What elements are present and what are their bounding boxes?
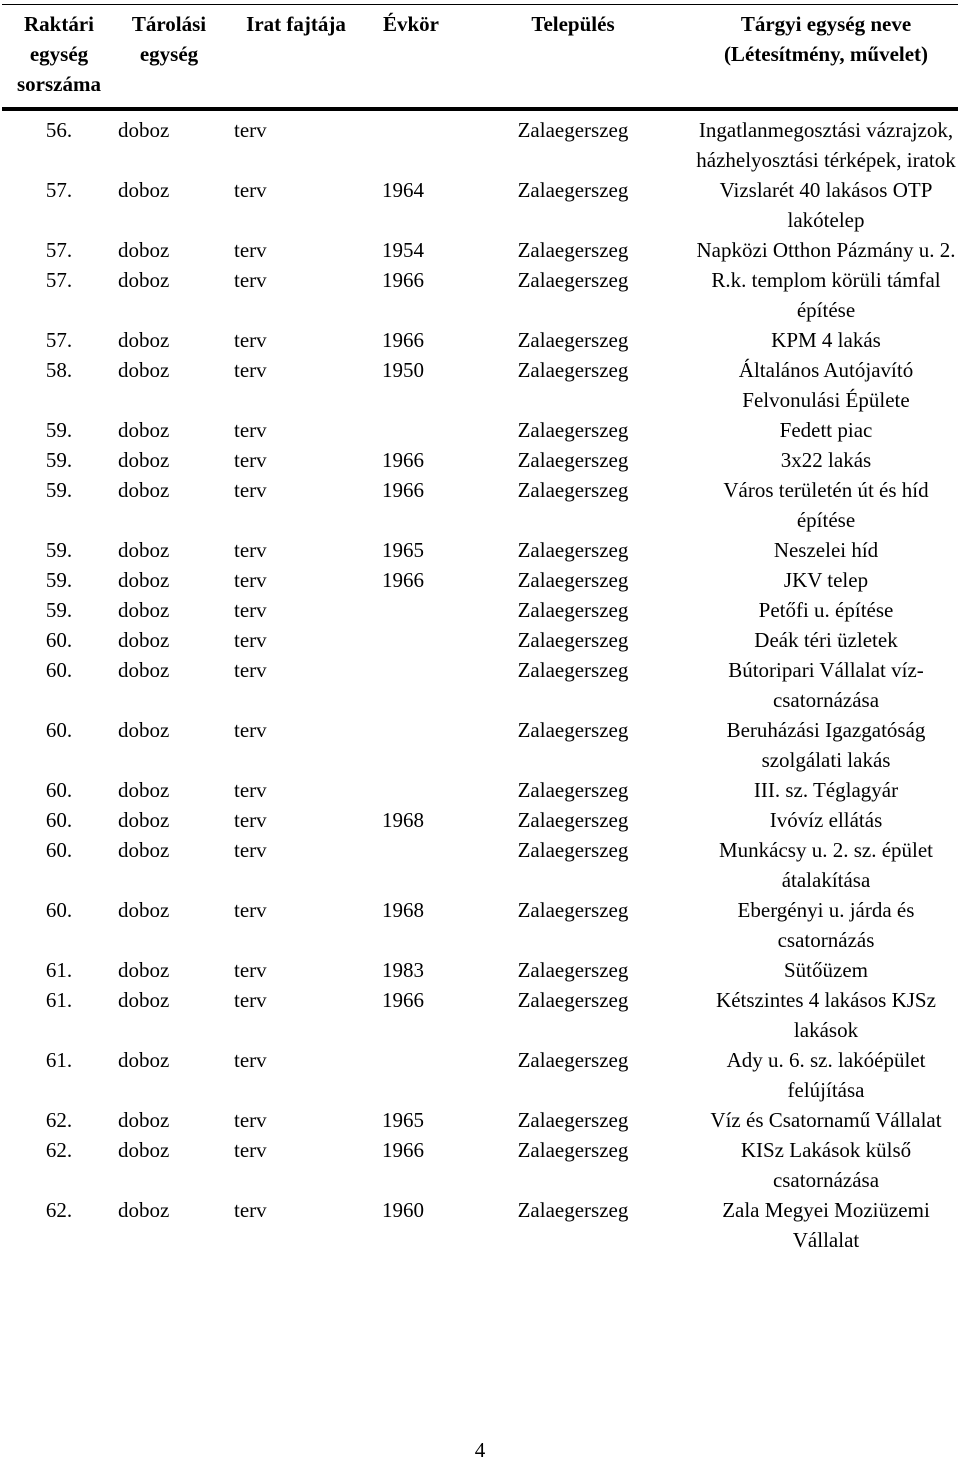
cell-irat: terv xyxy=(234,898,267,922)
cell-evkor: 1968 xyxy=(382,898,424,922)
cell-evkor xyxy=(370,655,452,715)
cell-telepules: Zalaegerszeg xyxy=(517,118,629,142)
cell-targyi: Zala Megyei Moziüzemi Vállalat xyxy=(722,1198,930,1252)
cell-targyi: Napközi Otthon Pázmány u. 2. xyxy=(696,238,956,262)
cell-tarolasi: doboz xyxy=(118,958,170,982)
cell-evkor xyxy=(370,715,452,775)
table-row xyxy=(2,895,958,955)
cell-raktari: 59. xyxy=(45,568,73,592)
cell-telepules: Zalaegerszeg xyxy=(517,988,629,1012)
table-row xyxy=(2,475,958,535)
cell-raktari: 58. xyxy=(45,358,73,382)
table-row xyxy=(2,955,958,985)
cell-telepules: Zalaegerszeg xyxy=(517,1198,629,1222)
cell-targyi: III. sz. Téglagyár xyxy=(753,778,899,802)
cell-tarolasi: doboz xyxy=(118,988,170,1012)
cell-tarolasi: doboz xyxy=(118,448,170,472)
cell-evkor xyxy=(370,835,452,895)
cell-evkor: 1954 xyxy=(382,238,424,262)
cell-tarolasi: doboz xyxy=(118,658,170,682)
cell-raktari: 60. xyxy=(45,718,73,742)
cell-tarolasi: doboz xyxy=(118,328,170,352)
cell-telepules: Zalaegerszeg xyxy=(517,1138,629,1162)
cell-irat: terv xyxy=(234,568,267,592)
cell-tarolasi: doboz xyxy=(118,118,170,142)
cell-raktari: 60. xyxy=(45,658,73,682)
table-row xyxy=(2,655,958,715)
cell-targyi: Neszelei híd xyxy=(773,538,879,562)
cell-targyi: Vizslarét 40 lakásos OTP lakótelep xyxy=(719,178,933,232)
cell-tarolasi: doboz xyxy=(118,598,170,622)
table-body xyxy=(2,109,958,1255)
cell-targyi: KISz Lakások külső csatornázása xyxy=(740,1138,912,1192)
cell-evkor: 1965 xyxy=(382,538,424,562)
cell-tarolasi: doboz xyxy=(118,838,170,862)
cell-irat: terv xyxy=(234,118,267,142)
cell-telepules: Zalaegerszeg xyxy=(517,778,629,802)
page-number: 4 xyxy=(474,1438,486,1462)
archive-table xyxy=(2,4,958,1255)
cell-raktari: 59. xyxy=(45,598,73,622)
cell-tarolasi: doboz xyxy=(118,418,170,442)
header-row xyxy=(2,5,958,110)
cell-telepules: Zalaegerszeg xyxy=(517,808,629,832)
cell-evkor: 1968 xyxy=(382,808,424,832)
cell-targyi: Petőfi u. építése xyxy=(758,598,894,622)
cell-raktari: 60. xyxy=(45,808,73,832)
cell-raktari: 57. xyxy=(45,178,73,202)
cell-irat: terv xyxy=(234,358,267,382)
cell-telepules: Zalaegerszeg xyxy=(517,1048,629,1072)
cell-telepules: Zalaegerszeg xyxy=(517,448,629,472)
cell-raktari: 60. xyxy=(45,898,73,922)
cell-targyi: R.k. templom körüli támfal építése xyxy=(711,268,941,322)
cell-irat: terv xyxy=(234,718,267,742)
cell-targyi: Munkácsy u. 2. sz. épület átalakítása xyxy=(718,838,934,892)
cell-raktari: 62. xyxy=(45,1108,73,1132)
table-row xyxy=(2,625,958,655)
cell-irat: terv xyxy=(234,448,267,472)
cell-telepules: Zalaegerszeg xyxy=(517,658,629,682)
table-row xyxy=(2,835,958,895)
cell-targyi: Ady u. 6. sz. lakóépület felújítása xyxy=(726,1048,926,1102)
cell-evkor: 1964 xyxy=(382,178,424,202)
cell-evkor: 1950 xyxy=(382,358,424,382)
cell-targyi: 3x22 lakás xyxy=(780,448,872,472)
cell-targyi: Víz és Csatornamű Vállalat xyxy=(710,1108,942,1132)
cell-evkor xyxy=(370,775,452,805)
cell-targyi: Ivóvíz ellátás xyxy=(769,808,883,832)
cell-telepules: Zalaegerszeg xyxy=(517,718,629,742)
cell-telepules: Zalaegerszeg xyxy=(517,358,629,382)
table-row xyxy=(2,715,958,775)
cell-raktari: 61. xyxy=(45,958,73,982)
cell-irat: terv xyxy=(234,628,267,652)
cell-evkor: 1960 xyxy=(382,1198,424,1222)
table-row xyxy=(2,535,958,565)
cell-targyi: Kétszintes 4 lakásos KJSz lakások xyxy=(716,988,936,1042)
cell-tarolasi: doboz xyxy=(118,1198,170,1222)
cell-tarolasi: doboz xyxy=(118,358,170,382)
cell-telepules: Zalaegerszeg xyxy=(517,898,629,922)
cell-tarolasi: doboz xyxy=(118,808,170,832)
cell-targyi: Ebergényi u. járda és csatornázás xyxy=(737,898,915,952)
cell-evkor: 1966 xyxy=(382,988,424,1012)
cell-evkor xyxy=(370,415,452,445)
table-row xyxy=(2,355,958,415)
table-row xyxy=(2,1135,958,1195)
cell-raktari: 57. xyxy=(45,268,73,292)
cell-irat: terv xyxy=(234,1138,267,1162)
cell-irat: terv xyxy=(234,1048,267,1072)
cell-evkor xyxy=(370,1045,452,1105)
cell-irat: terv xyxy=(234,778,267,802)
cell-raktari: 56. xyxy=(45,118,73,142)
cell-irat: terv xyxy=(234,988,267,1012)
header-telepules: Település xyxy=(452,5,694,110)
cell-telepules: Zalaegerszeg xyxy=(517,838,629,862)
cell-raktari: 60. xyxy=(45,628,73,652)
cell-raktari: 59. xyxy=(45,538,73,562)
table-row xyxy=(2,775,958,805)
cell-irat: terv xyxy=(234,658,267,682)
table-row xyxy=(2,1195,958,1255)
cell-irat: terv xyxy=(234,418,267,442)
cell-irat: terv xyxy=(234,1198,267,1222)
cell-tarolasi: doboz xyxy=(118,1048,170,1072)
cell-telepules: Zalaegerszeg xyxy=(517,958,629,982)
cell-tarolasi: doboz xyxy=(118,778,170,802)
cell-targyi: JKV telep xyxy=(783,568,869,592)
cell-irat: terv xyxy=(234,598,267,622)
cell-telepules: Zalaegerszeg xyxy=(517,568,629,592)
cell-raktari: 62. xyxy=(45,1198,73,1222)
cell-telepules: Zalaegerszeg xyxy=(517,628,629,652)
cell-raktari: 59. xyxy=(45,418,73,442)
cell-raktari: 61. xyxy=(45,988,73,1012)
table-row xyxy=(2,1105,958,1135)
header-irat: Irat fajtája xyxy=(222,5,370,110)
cell-targyi: Deák téri üzletek xyxy=(754,628,898,652)
cell-tarolasi: doboz xyxy=(118,538,170,562)
cell-raktari: 59. xyxy=(45,448,73,472)
cell-tarolasi: doboz xyxy=(118,568,170,592)
cell-evkor: 1966 xyxy=(382,1138,424,1162)
table-row xyxy=(2,805,958,835)
table-row xyxy=(2,985,958,1045)
cell-evkor: 1966 xyxy=(382,268,424,292)
cell-irat: terv xyxy=(234,178,267,202)
cell-tarolasi: doboz xyxy=(118,178,170,202)
cell-targyi: Általános Autójavító Felvonulási Épülete xyxy=(738,358,914,412)
cell-evkor xyxy=(370,625,452,655)
cell-targyi: Bútoripari Vállalat víz-csatornázása xyxy=(728,658,924,712)
table-row xyxy=(2,595,958,625)
cell-targyi: Sütőüzem xyxy=(784,958,868,982)
cell-tarolasi: doboz xyxy=(118,478,170,502)
cell-irat: terv xyxy=(234,538,267,562)
cell-telepules: Zalaegerszeg xyxy=(517,538,629,562)
header-raktari: Raktári egység sorszáma xyxy=(2,5,116,110)
cell-irat: terv xyxy=(234,1108,267,1132)
cell-evkor: 1966 xyxy=(382,448,424,472)
cell-tarolasi: doboz xyxy=(118,718,170,742)
cell-evkor: 1966 xyxy=(382,478,424,502)
table-row xyxy=(2,109,958,175)
cell-tarolasi: doboz xyxy=(118,628,170,652)
table-row xyxy=(2,565,958,595)
header-targyi: Tárgyi egység neve (Létesítmény, művelet) xyxy=(694,5,958,110)
cell-evkor xyxy=(370,109,452,175)
cell-telepules: Zalaegerszeg xyxy=(517,418,629,442)
table-row xyxy=(2,415,958,445)
header-evkor: Évkör xyxy=(370,5,452,110)
table-row xyxy=(2,445,958,475)
cell-targyi: KPM 4 lakás xyxy=(771,328,881,352)
header-tarolasi: Tárolási egység xyxy=(116,5,222,110)
cell-targyi: Fedett piac xyxy=(779,418,873,442)
cell-telepules: Zalaegerszeg xyxy=(517,598,629,622)
cell-targyi: Város területén út és híd építése xyxy=(723,478,929,532)
cell-raktari: 60. xyxy=(45,778,73,802)
cell-tarolasi: doboz xyxy=(118,1108,170,1132)
cell-irat: terv xyxy=(234,808,267,832)
cell-targyi: Ingatlanmegosztási vázrajzok, házhelyosztási térképek, iratok xyxy=(696,118,956,172)
cell-telepules: Zalaegerszeg xyxy=(517,178,629,202)
cell-targyi: Beruházási Igazgatóság szolgálati lakás xyxy=(726,718,926,772)
cell-irat: terv xyxy=(234,958,267,982)
cell-irat: terv xyxy=(234,478,267,502)
cell-irat: terv xyxy=(234,268,267,292)
cell-evkor xyxy=(370,595,452,625)
cell-telepules: Zalaegerszeg xyxy=(517,238,629,262)
cell-evkor: 1965 xyxy=(382,1108,424,1132)
cell-evkor: 1966 xyxy=(382,328,424,352)
cell-tarolasi: doboz xyxy=(118,238,170,262)
table-row xyxy=(2,235,958,265)
table-row xyxy=(2,175,958,235)
table-row xyxy=(2,1045,958,1105)
cell-raktari: 57. xyxy=(45,238,73,262)
cell-tarolasi: doboz xyxy=(118,898,170,922)
cell-raktari: 62. xyxy=(45,1138,73,1162)
cell-tarolasi: doboz xyxy=(118,268,170,292)
cell-evkor: 1983 xyxy=(382,958,424,982)
table-row xyxy=(2,325,958,355)
cell-raktari: 57. xyxy=(45,328,73,352)
cell-tarolasi: doboz xyxy=(118,1138,170,1162)
cell-telepules: Zalaegerszeg xyxy=(517,328,629,352)
cell-irat: terv xyxy=(234,328,267,352)
cell-evkor: 1966 xyxy=(382,568,424,592)
cell-telepules: Zalaegerszeg xyxy=(517,1108,629,1132)
cell-raktari: 59. xyxy=(45,478,73,502)
cell-telepules: Zalaegerszeg xyxy=(517,478,629,502)
cell-raktari: 61. xyxy=(45,1048,73,1072)
cell-irat: terv xyxy=(234,838,267,862)
cell-raktari: 60. xyxy=(45,838,73,862)
cell-telepules: Zalaegerszeg xyxy=(517,268,629,292)
table-row xyxy=(2,265,958,325)
cell-irat: terv xyxy=(234,238,267,262)
